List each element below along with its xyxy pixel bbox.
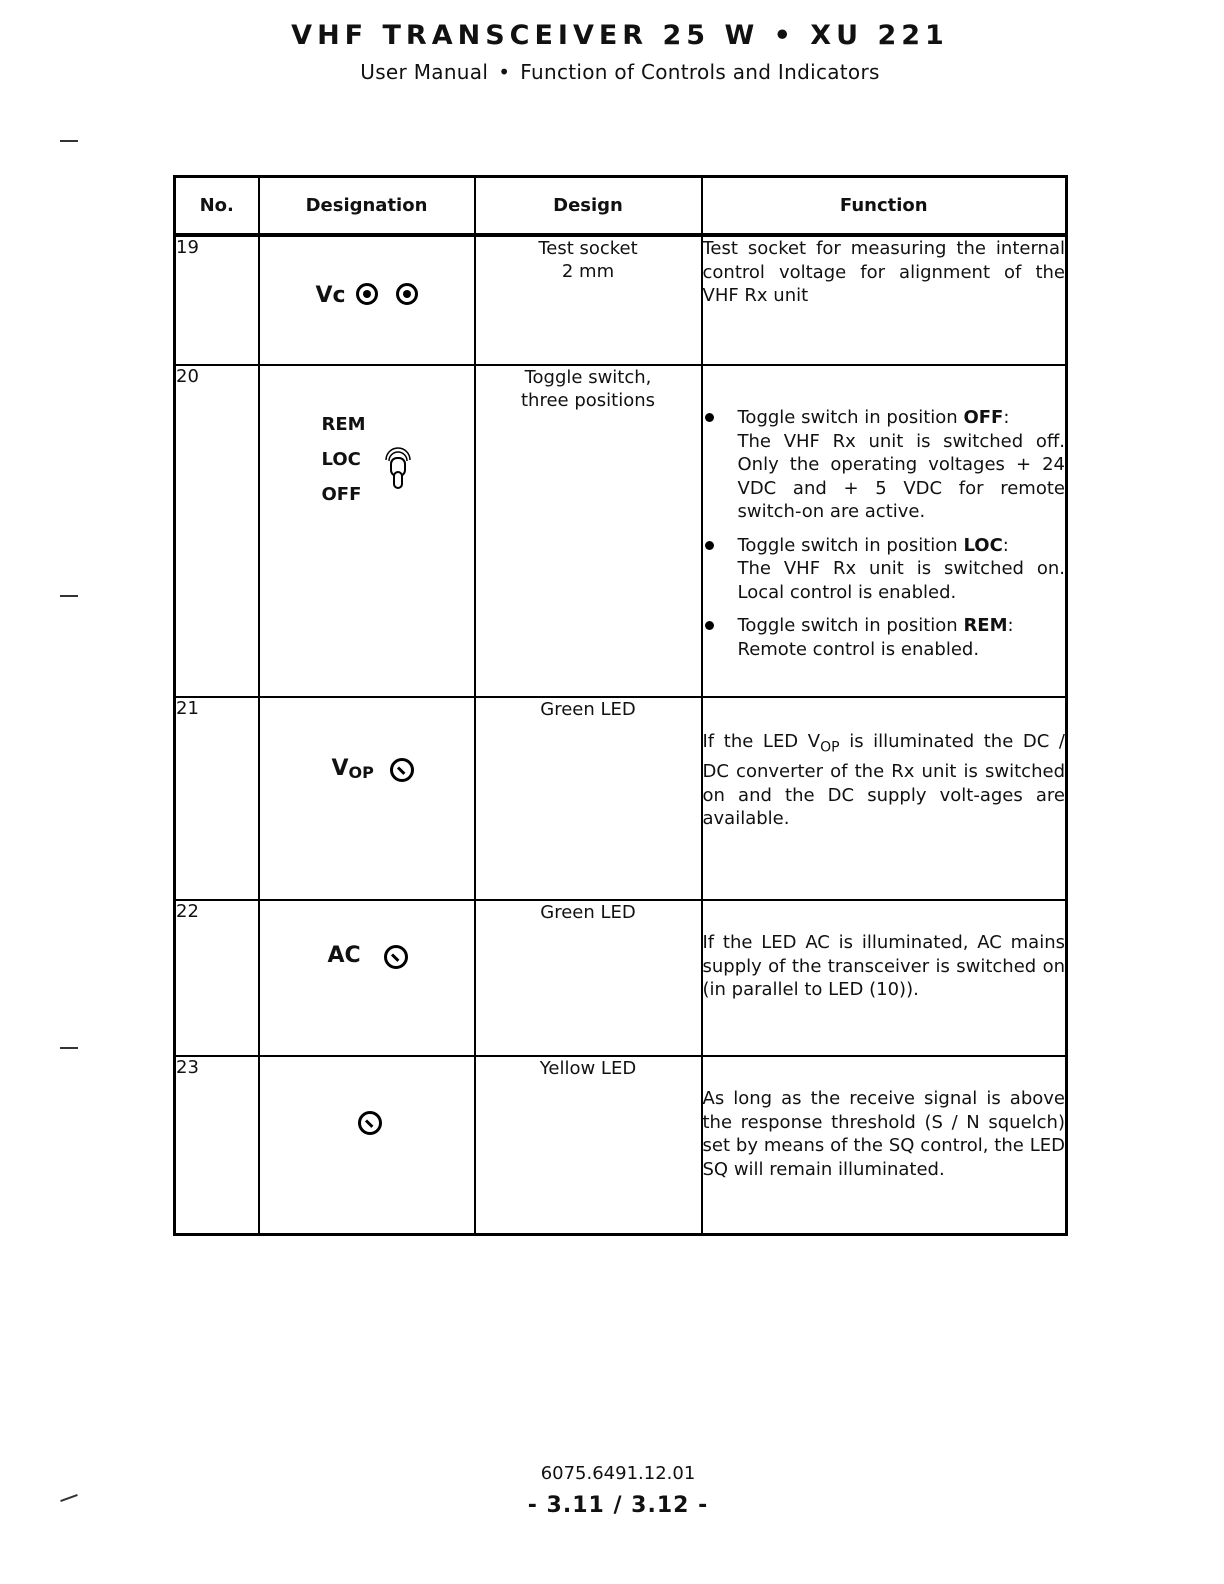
test-sockets: [356, 283, 418, 305]
designation-cell: [259, 1056, 475, 1234]
row-number: 20: [175, 365, 259, 697]
bullet-position: REM: [963, 615, 1008, 636]
design-cell: [475, 1056, 702, 1234]
controls-table: [173, 175, 1068, 1236]
test-socket-icon: [356, 283, 378, 305]
design-cell: [475, 235, 702, 365]
designation-cell: [259, 697, 475, 900]
bullet-detail: The VHF Rx unit is switched on. Local control is enabled.: [737, 558, 1065, 603]
function-bullet: [703, 614, 1066, 661]
document-code: 6075.6491.12.01: [540, 1463, 696, 1484]
function-cell: As long as the receive signal is above the response threshold (S / N squelch) set by means of the SQ control, the LED SQ will remain illuminated.: [702, 1056, 1067, 1234]
row-number: 19: [175, 235, 259, 365]
margin-mark: [60, 140, 78, 142]
col-header-no: No.: [175, 177, 259, 236]
led-icon: [358, 1111, 382, 1135]
table-row: [175, 365, 1067, 697]
position-rem: REM: [321, 414, 366, 435]
page-subtitle: [0, 60, 1224, 84]
function-cell: [702, 365, 1067, 697]
margin-mark: [60, 1047, 78, 1049]
function-cell: [702, 697, 1067, 900]
design-line: Yellow LED: [539, 1058, 637, 1079]
vop-label: [332, 756, 374, 781]
row-number: 21: [175, 697, 259, 900]
design-cell: [475, 900, 702, 1056]
table-row: [175, 697, 1067, 900]
position-loc: LOC: [321, 449, 361, 470]
bullet-lead: Toggle switch in position: [737, 534, 964, 556]
function-text: If the LED V: [702, 731, 821, 752]
vc-label: Vc: [315, 283, 346, 308]
test-socket-icon: [396, 283, 418, 305]
function-text: is illuminated the DC / DC converter of the Rx unit is switched on and the DC supply volt-ages are available.: [702, 731, 1065, 830]
vop-sub: OP: [348, 763, 374, 782]
col-header-design: Design: [475, 177, 702, 236]
table-row: [175, 235, 1067, 365]
col-header-designation: Designation: [259, 177, 475, 236]
bullet-colon: :: [1003, 407, 1010, 428]
designation-cell: [259, 235, 475, 365]
function-bullet: [703, 534, 1066, 605]
bullet-colon: :: [1002, 534, 1009, 556]
position-off: OFF: [321, 484, 362, 505]
margin-mark: [60, 595, 78, 597]
design-line: three positions: [520, 390, 655, 411]
designation-cell: [259, 365, 475, 697]
bullet-icon: [703, 534, 738, 605]
design-cell: [475, 365, 702, 697]
ac-label: AC: [327, 943, 361, 968]
bullet-colon: :: [1007, 615, 1014, 636]
design-cell: [475, 697, 702, 900]
subtitle-manual: User Manual: [360, 60, 489, 84]
table-row: [175, 900, 1067, 1056]
function-bullet: [703, 406, 1066, 524]
bullet-lead: Toggle switch in position: [737, 615, 964, 636]
bullet-detail: The VHF Rx unit is switched off. Only the operating voltages + 24 VDC and + 5 VDC for remote switch-on are active.: [737, 430, 1065, 522]
function-cell: Test socket for measuring the internal control voltage for alignment of the VHF Rx unit: [702, 235, 1067, 365]
page-number: - 3.11 / 3.12 -: [527, 1493, 709, 1518]
subtitle-separator: •: [498, 60, 511, 84]
toggle-switch-icon: [380, 444, 416, 492]
led-icon: [390, 758, 414, 782]
design-line: Toggle switch,: [524, 367, 652, 388]
design-line: 2 mm: [561, 261, 615, 282]
design-line: Green LED: [540, 699, 636, 720]
bullet-position: OFF: [963, 407, 1004, 428]
led-icon: [384, 945, 408, 969]
subtitle-section: Function of Controls and Indicators: [520, 60, 880, 84]
row-number: 23: [175, 1056, 259, 1234]
bullet-detail: Remote control is enabled.: [737, 638, 980, 660]
table-row: [175, 1056, 1067, 1234]
designation-cell: [259, 900, 475, 1056]
bullet-icon: [703, 406, 738, 524]
table-header-row: [175, 177, 1067, 236]
bullet-icon: [703, 614, 738, 661]
function-sub: OP: [820, 739, 840, 756]
bullet-lead: Toggle switch in position: [737, 407, 964, 428]
bullet-position: LOC: [963, 534, 1003, 556]
design-line: Green LED: [540, 902, 636, 923]
design-line: Test socket: [538, 238, 638, 259]
col-header-function: Function: [702, 177, 1067, 236]
row-number: 22: [175, 900, 259, 1056]
page-title: VHF TRANSCEIVER 25 W • XU 221: [291, 20, 949, 51]
function-cell: If the LED AC is illuminated, AC mains supply of the transceiver is switched on (in parallel to LED (10)).: [702, 900, 1067, 1056]
vop-main: V: [331, 756, 349, 781]
